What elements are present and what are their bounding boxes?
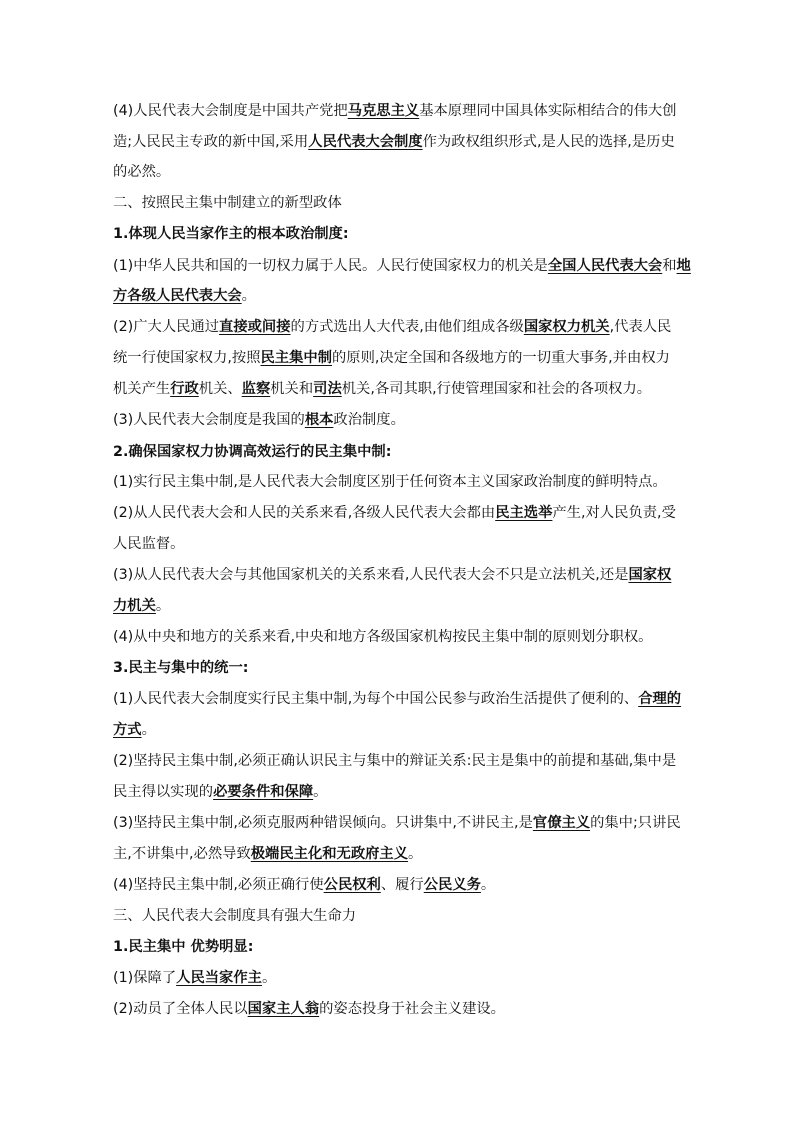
text-line bbox=[113, 627, 652, 647]
text-segment: (2)从人民代表大会和人民的关系来看,各级人民代表大会都由 bbox=[113, 505, 496, 521]
text-segment: 的原则,决定全国和各级地方的一切重大事务,并由权力 bbox=[332, 350, 670, 366]
text-segment: (3)人民代表大会制度是我国的 bbox=[113, 412, 305, 428]
key-term: 公民权利 bbox=[323, 877, 381, 893]
text-line bbox=[113, 132, 675, 152]
text-line bbox=[113, 101, 677, 121]
text-line bbox=[113, 193, 342, 213]
text-line bbox=[113, 472, 667, 492]
key-term: 司法 bbox=[313, 381, 342, 397]
key-term: 民主集中制 bbox=[260, 350, 332, 366]
text-segment: (4)坚持民主集中制,必须正确行使 bbox=[113, 877, 324, 893]
key-term: 全国人民代表大会 bbox=[547, 258, 663, 274]
text-segment: (4)从中央和地方的关系来看,中央和地方各级国家机构按民主集中制的原则划分职权。 bbox=[113, 629, 653, 645]
text-segment: (2)坚持民主集中制,必须正确认识民主与集中的辩证关系:民主是集中的前提和基础,集中是 bbox=[113, 753, 677, 769]
text-line bbox=[113, 162, 170, 182]
text-segment: 产生,对人民负责,受 bbox=[552, 505, 676, 521]
key-term: 国家权 bbox=[628, 567, 672, 583]
text-segment: 统一行使国家权力,按照 bbox=[113, 350, 261, 366]
key-term: 直接或间接 bbox=[219, 319, 291, 335]
key-term: 力机关 bbox=[113, 598, 156, 614]
section-subheading bbox=[113, 658, 248, 678]
text-line bbox=[113, 565, 671, 585]
text-line bbox=[113, 410, 405, 430]
text-line bbox=[113, 906, 356, 926]
text-segment: (1)保障了 bbox=[113, 970, 177, 986]
text-line bbox=[113, 317, 671, 337]
text-line bbox=[113, 256, 691, 276]
text-segment: 。 bbox=[261, 970, 277, 986]
text-segment: 。 bbox=[141, 722, 156, 738]
text-segment: (2)广大人民通过 bbox=[113, 319, 220, 335]
key-term: 民主选举 bbox=[495, 505, 553, 521]
text-line bbox=[113, 596, 170, 616]
text-segment: 。 bbox=[155, 598, 171, 614]
text-line bbox=[113, 999, 505, 1019]
key-term: 人民当家作主 bbox=[176, 970, 262, 986]
text-line bbox=[113, 813, 681, 833]
text-segment: (1)中华人民共和国的一切权力属于人民。人民行使国家权力的机关是 bbox=[113, 258, 548, 274]
text-segment: 造;人民民主专政的新中国,采用 bbox=[113, 134, 309, 150]
text-segment: 、履行 bbox=[380, 877, 424, 893]
text-line bbox=[113, 968, 276, 988]
text-line bbox=[113, 689, 681, 709]
text-segment: 机关、 bbox=[198, 381, 242, 397]
text-segment: (3)从人民代表大会与其他国家机关的关系来看,人民代表大会不只是立法机关,还是 bbox=[113, 567, 629, 583]
text-segment: 作为政权组织形式,是人民的选择,是历史 bbox=[422, 134, 675, 150]
text-segment: 机关,各司其职,行使管理国家和社会的各项权力。 bbox=[341, 381, 652, 397]
text-segment: (1)人民代表大会制度实行民主集中制,为每个中国公民参与政治生活提供了便利的、 bbox=[113, 691, 639, 707]
text-segment: 。 bbox=[313, 784, 328, 800]
key-term: 官僚主义 bbox=[532, 815, 591, 831]
text-line bbox=[113, 503, 676, 523]
text-segment: 的集中;只讲民 bbox=[590, 815, 681, 831]
section-subheading bbox=[113, 442, 391, 462]
key-term: 方各级人民代表大会 bbox=[113, 288, 242, 304]
text-segment: 的方式选出人大代表,由他们组成各级 bbox=[290, 319, 524, 335]
text-segment: 和 bbox=[662, 258, 677, 274]
text-segment: 政治制度。 bbox=[333, 412, 405, 428]
key-term: 国家权力机关 bbox=[523, 319, 610, 335]
text-line bbox=[113, 720, 156, 740]
key-term: 国家主人翁 bbox=[247, 1001, 320, 1017]
text-segment: 3.民主与集中的统一: bbox=[113, 660, 249, 676]
text-line bbox=[113, 751, 676, 771]
key-term: 方式 bbox=[113, 722, 142, 738]
text-segment: (2)动员了全体人民以 bbox=[113, 1001, 248, 1017]
text-segment: 。 bbox=[408, 846, 423, 862]
section-subheading bbox=[113, 937, 253, 957]
text-segment: 机关产生 bbox=[113, 381, 171, 397]
text-segment: 人民监督。 bbox=[113, 536, 185, 552]
text-segment: (3)坚持民主集中制,必须克服两种错误倾向。只讲集中,不讲民主,是 bbox=[113, 815, 533, 831]
text-segment: 1.体现人民当家作主的根本政治制度: bbox=[113, 226, 349, 242]
text-line bbox=[113, 844, 422, 864]
key-term: 根本 bbox=[304, 412, 334, 428]
text-line bbox=[113, 286, 256, 306]
key-term: 人民代表大会制度 bbox=[308, 134, 423, 150]
text-segment: (1)实行民主集中制,是人民代表大会制度区别于任何资本主义国家政治制度的鲜明特点。 bbox=[113, 474, 667, 490]
text-segment: 二、按照民主集中制建立的新型政体 bbox=[113, 195, 342, 211]
text-line bbox=[113, 875, 495, 895]
text-segment: 1.民主集中 优势明显: bbox=[113, 939, 254, 955]
text-segment: 主,不讲集中,必然导致 bbox=[113, 846, 251, 862]
key-term: 行政 bbox=[170, 381, 199, 397]
text-segment: 。 bbox=[480, 877, 496, 893]
key-term: 马克思主义 bbox=[347, 103, 420, 119]
text-segment: (4)人民代表大会制度是中国共产党把 bbox=[113, 103, 348, 119]
text-segment: 的必然。 bbox=[113, 164, 171, 180]
text-line bbox=[113, 534, 184, 554]
key-term: 极端民主化和无政府主义 bbox=[250, 846, 409, 862]
text-segment: ,代表人民 bbox=[609, 319, 672, 335]
text-segment: 。 bbox=[241, 288, 256, 304]
key-term: 监察 bbox=[241, 381, 271, 397]
key-term: 公民义务 bbox=[423, 877, 481, 893]
section-subheading bbox=[113, 224, 349, 244]
key-term: 必要条件和保障 bbox=[213, 784, 314, 800]
key-term: 合理的 bbox=[638, 691, 682, 707]
key-term: 地 bbox=[676, 258, 691, 274]
text-line bbox=[113, 348, 670, 368]
text-segment: 2.确保国家权力协调高效运行的民主集中制: bbox=[113, 444, 392, 460]
text-segment: 基本原理同中国具体实际相结合的伟大创 bbox=[419, 103, 677, 119]
text-segment: 民主得以实现的 bbox=[113, 784, 214, 800]
text-segment: 的姿态投身于社会主义建设。 bbox=[319, 1001, 505, 1017]
text-line bbox=[113, 379, 651, 399]
text-line bbox=[113, 782, 327, 802]
text-segment: 机关和 bbox=[270, 381, 314, 397]
text-segment: 三、人民代表大会制度具有强大生命力 bbox=[113, 908, 357, 924]
